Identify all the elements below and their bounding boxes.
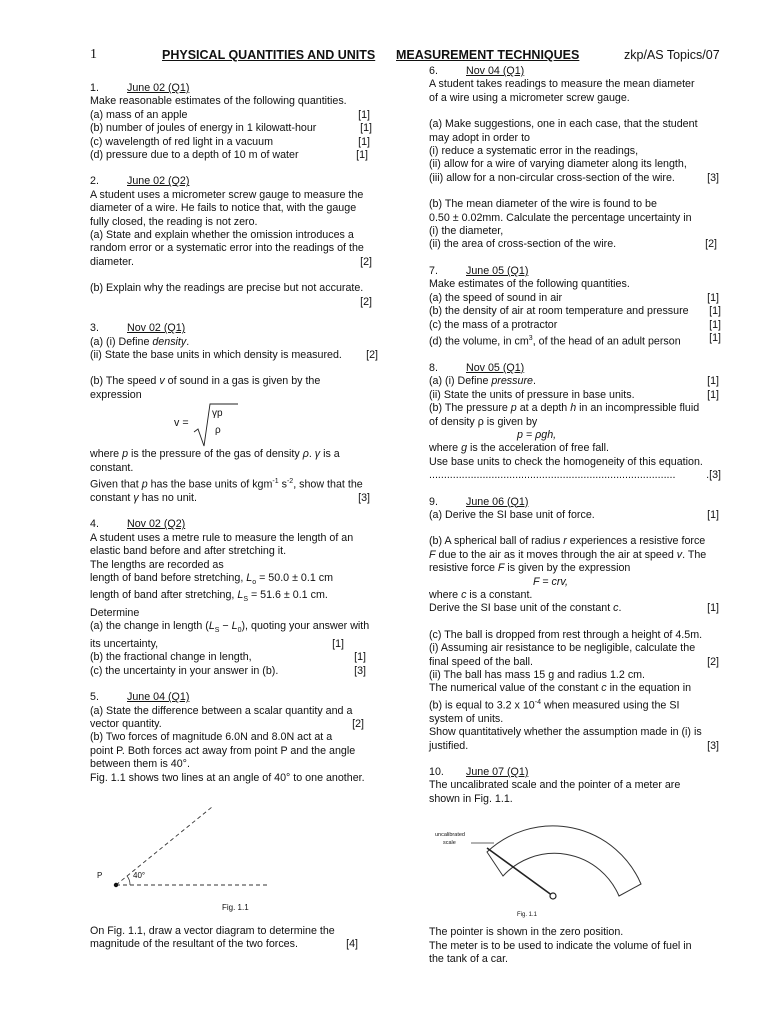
page-title-topic2: MEASUREMENT TECHNIQUES [396, 48, 580, 62]
marks: [2] [705, 238, 717, 251]
question-4: 4. Nov 02 (Q2) A student uses a metre rule to measure the length of an elastic band before and after stretching it. The lengths are recorded as length of band before stretching, $L_o = 50.0 \pm 0.1$ cm length of band after stretching, $L_S = 51.6 \pm 0.1$ cm. Determine (a) the change in length $(L_S - L_0)$, quoting your answer with its uncertainty, [1] (b) the fractional change in length, [1] (c) the uncertainty in your answer in (b). [3] [90, 518, 370, 677]
marks: .[3] [706, 469, 721, 482]
question-10: 10. June 07 (Q1) The uncalibrated scale and the pointer of a meter are shown in Fig. 1.1. uncalibrated scale Fig. 1.1 The pointer is shown in the zero position. The meter is to be used to indicate the volume of fuel in the tank of a car. [429, 766, 721, 966]
question-5: 5. June 04 (Q1) (a) State the difference between a scalar quantity and a vector quantity. [2] (b) Two forces of magnitude 6.0N and 8.0N act at a point P. Both forces act away from point P and the angle between them is 40°. Fig. 1.1 shows two lines at an angle of 40° to one another. P 40° Fig. 1.1 On Fig. 1.1, draw a vector diagram to determine the magnitude of the resultant of the two forces. [4] [90, 691, 380, 952]
marks: [1] [356, 149, 368, 162]
question-ref: June 06 (Q1) [466, 495, 529, 508]
question-7: 7. June 05 (Q1) Make estimates of the following quantities. (a) the speed of sound in air [1] (b) the density of air at room temperature and pressure [1] (c) the mass of a protractor [1] (d) the volume, in $cm^3$, of the head of an adult person [1] [429, 264, 721, 348]
equation-speed-of-sound: v = γp ρ [90, 402, 380, 448]
angle-label: 40° [133, 871, 146, 881]
marks: [2] [360, 255, 372, 268]
marks: [1] [707, 388, 719, 401]
question-3: 3. Nov 02 (Q1) (a) (i) Define density. (ii) State the base units in which density is measured. [2] (b) The speed v of sound in a gas is given by the expression v = γp ρ where p is the pressure of the gas of density ρ. γ is a constant. Given that p has the base units of kgm$^{-1}$ $s^{-2}$, show that the constant γ has no unit. [3] [90, 322, 378, 504]
marks: [3] [707, 739, 719, 752]
question-ref: June 04 (Q1) [127, 691, 190, 704]
marks: [2] [366, 348, 378, 361]
marks: [4] [346, 938, 358, 951]
question-ref: Nov 02 (Q1) [127, 322, 186, 335]
question-6: 6. Nov 04 (Q1) A student takes readings to measure the mean diameter of a wire using a micrometer screw gauge. (a) Make suggestions, one in each case, that the student may adopt in order to (i) reduce a systematic error in the readings, (ii) allow for a wire of varying diameter along its length, (iii) allow for a non-circular cross-section of the wire. [3] (b) The mean diameter of the wire is found to be 0.50 ± 0.02mm. Calculate the percentage uncertainty in (i) the diameter, (ii) the area of cross-section of the wire. [2] [429, 65, 719, 251]
dashed-line-upper [116, 807, 212, 885]
marks: [1] [709, 331, 721, 344]
figure-meter-scale [429, 806, 721, 926]
marks: [1] [332, 637, 344, 650]
figure-label-uncalibrated: uncalibrated [435, 832, 465, 839]
figure-caption: Fig. 1.1 [517, 912, 538, 919]
marks: [1] [707, 291, 719, 304]
marks: [2] [352, 718, 364, 731]
marks: [2] [707, 655, 719, 668]
question-ref: Nov 05 (Q1) [466, 361, 525, 374]
point-label: P [97, 871, 103, 881]
question-ref: June 02 (Q2) [127, 175, 190, 188]
marks: [1] [709, 318, 721, 331]
figure-label-scale: scale [443, 840, 456, 847]
question-ref: Nov 04 (Q1) [466, 65, 525, 77]
question-1: 1. June 02 (Q1) Make reasonable estimates of the following quantities. (a) mass of an apple [1] (b) number of joules of energy in 1 kilowatt-hour [1] (c) wavelength of red light in a vacuum [1] (d) pressure due to a depth of 10 m of water [1] [90, 82, 372, 162]
marks: [2] [360, 295, 372, 308]
question-ref: June 02 (Q1) [127, 82, 190, 94]
question-2: 2. June 02 (Q2) A student uses a micrometer screw gauge to measure the diameter of a wire. He fails to notice that, with the gauge fully closed, the reading is not zero. (a) State and explain whether the omission introduces a random error or a systematic error into the readings of the diameter. [2] (b) Explain why the readings are precise but not accurate. [2] [90, 175, 372, 308]
right-column [429, 65, 721, 966]
marks: [3] [354, 664, 366, 677]
angle-arc [127, 876, 130, 885]
page-number: 1 [90, 47, 97, 62]
page-title-topic1: PHYSICAL QUANTITIES AND UNITS [162, 48, 376, 62]
point-p [114, 883, 118, 887]
marks: [1] [709, 305, 721, 318]
figure-angle-lines [90, 785, 380, 925]
marks: [1] [360, 122, 372, 135]
marks: [1] [707, 602, 719, 615]
question-ref: June 07 (Q1) [466, 766, 529, 778]
marks: [1] [354, 651, 366, 664]
question-ref: June 05 (Q1) [466, 264, 529, 277]
figure-caption: Fig. 1.1 [222, 903, 249, 913]
marks: [1] [707, 375, 719, 388]
left-column [90, 82, 380, 952]
marks: [1] [358, 108, 370, 121]
document-code: zkp/AS Topics/07 [624, 48, 720, 62]
marks: [3] [707, 171, 719, 184]
question-8: 8. Nov 05 (Q1) (a) (i) Define pressure. [1] (ii) State the units of pressure in base units. [1] (b) The pressure p at a depth h in an incompressible fluid of density ρ is given by p = ρgh, where g is the acceleration of free fall. Use base units to check the homogeneity of this equation. ................................................................................... .[3] [429, 361, 721, 482]
marks: [1] [358, 135, 370, 148]
marks: [1] [707, 508, 719, 521]
uncalibrated-scale-arc [487, 826, 641, 896]
question-ref: Nov 02 (Q2) [127, 518, 186, 531]
marks: [3] [358, 491, 370, 504]
question-9: 9. June 06 (Q1) (a) Derive the SI base unit of force. [1] (b) A spherical ball of radius r experiences a resistive force F due to the air as it moves through the air at speed v. The resistive force F is given by the expression F = crv, where c is a constant. Derive the SI base unit of the constant c. [1] (c) The ball is dropped from rest through a height of 4.5m. (i) Assuming air resistance to be negligible, calculate the final speed of the ball. [2] (ii) The ball has mass 15 g and radius 1.2 cm. The numerical value of the constant c in the equation in (b) is equal to 3.2 x $10^{-4}$ when measured using the SI system of units. Show quantitatively whether the assumption made in (i) is justified. [3] [429, 495, 719, 752]
pointer-pivot [550, 893, 556, 899]
